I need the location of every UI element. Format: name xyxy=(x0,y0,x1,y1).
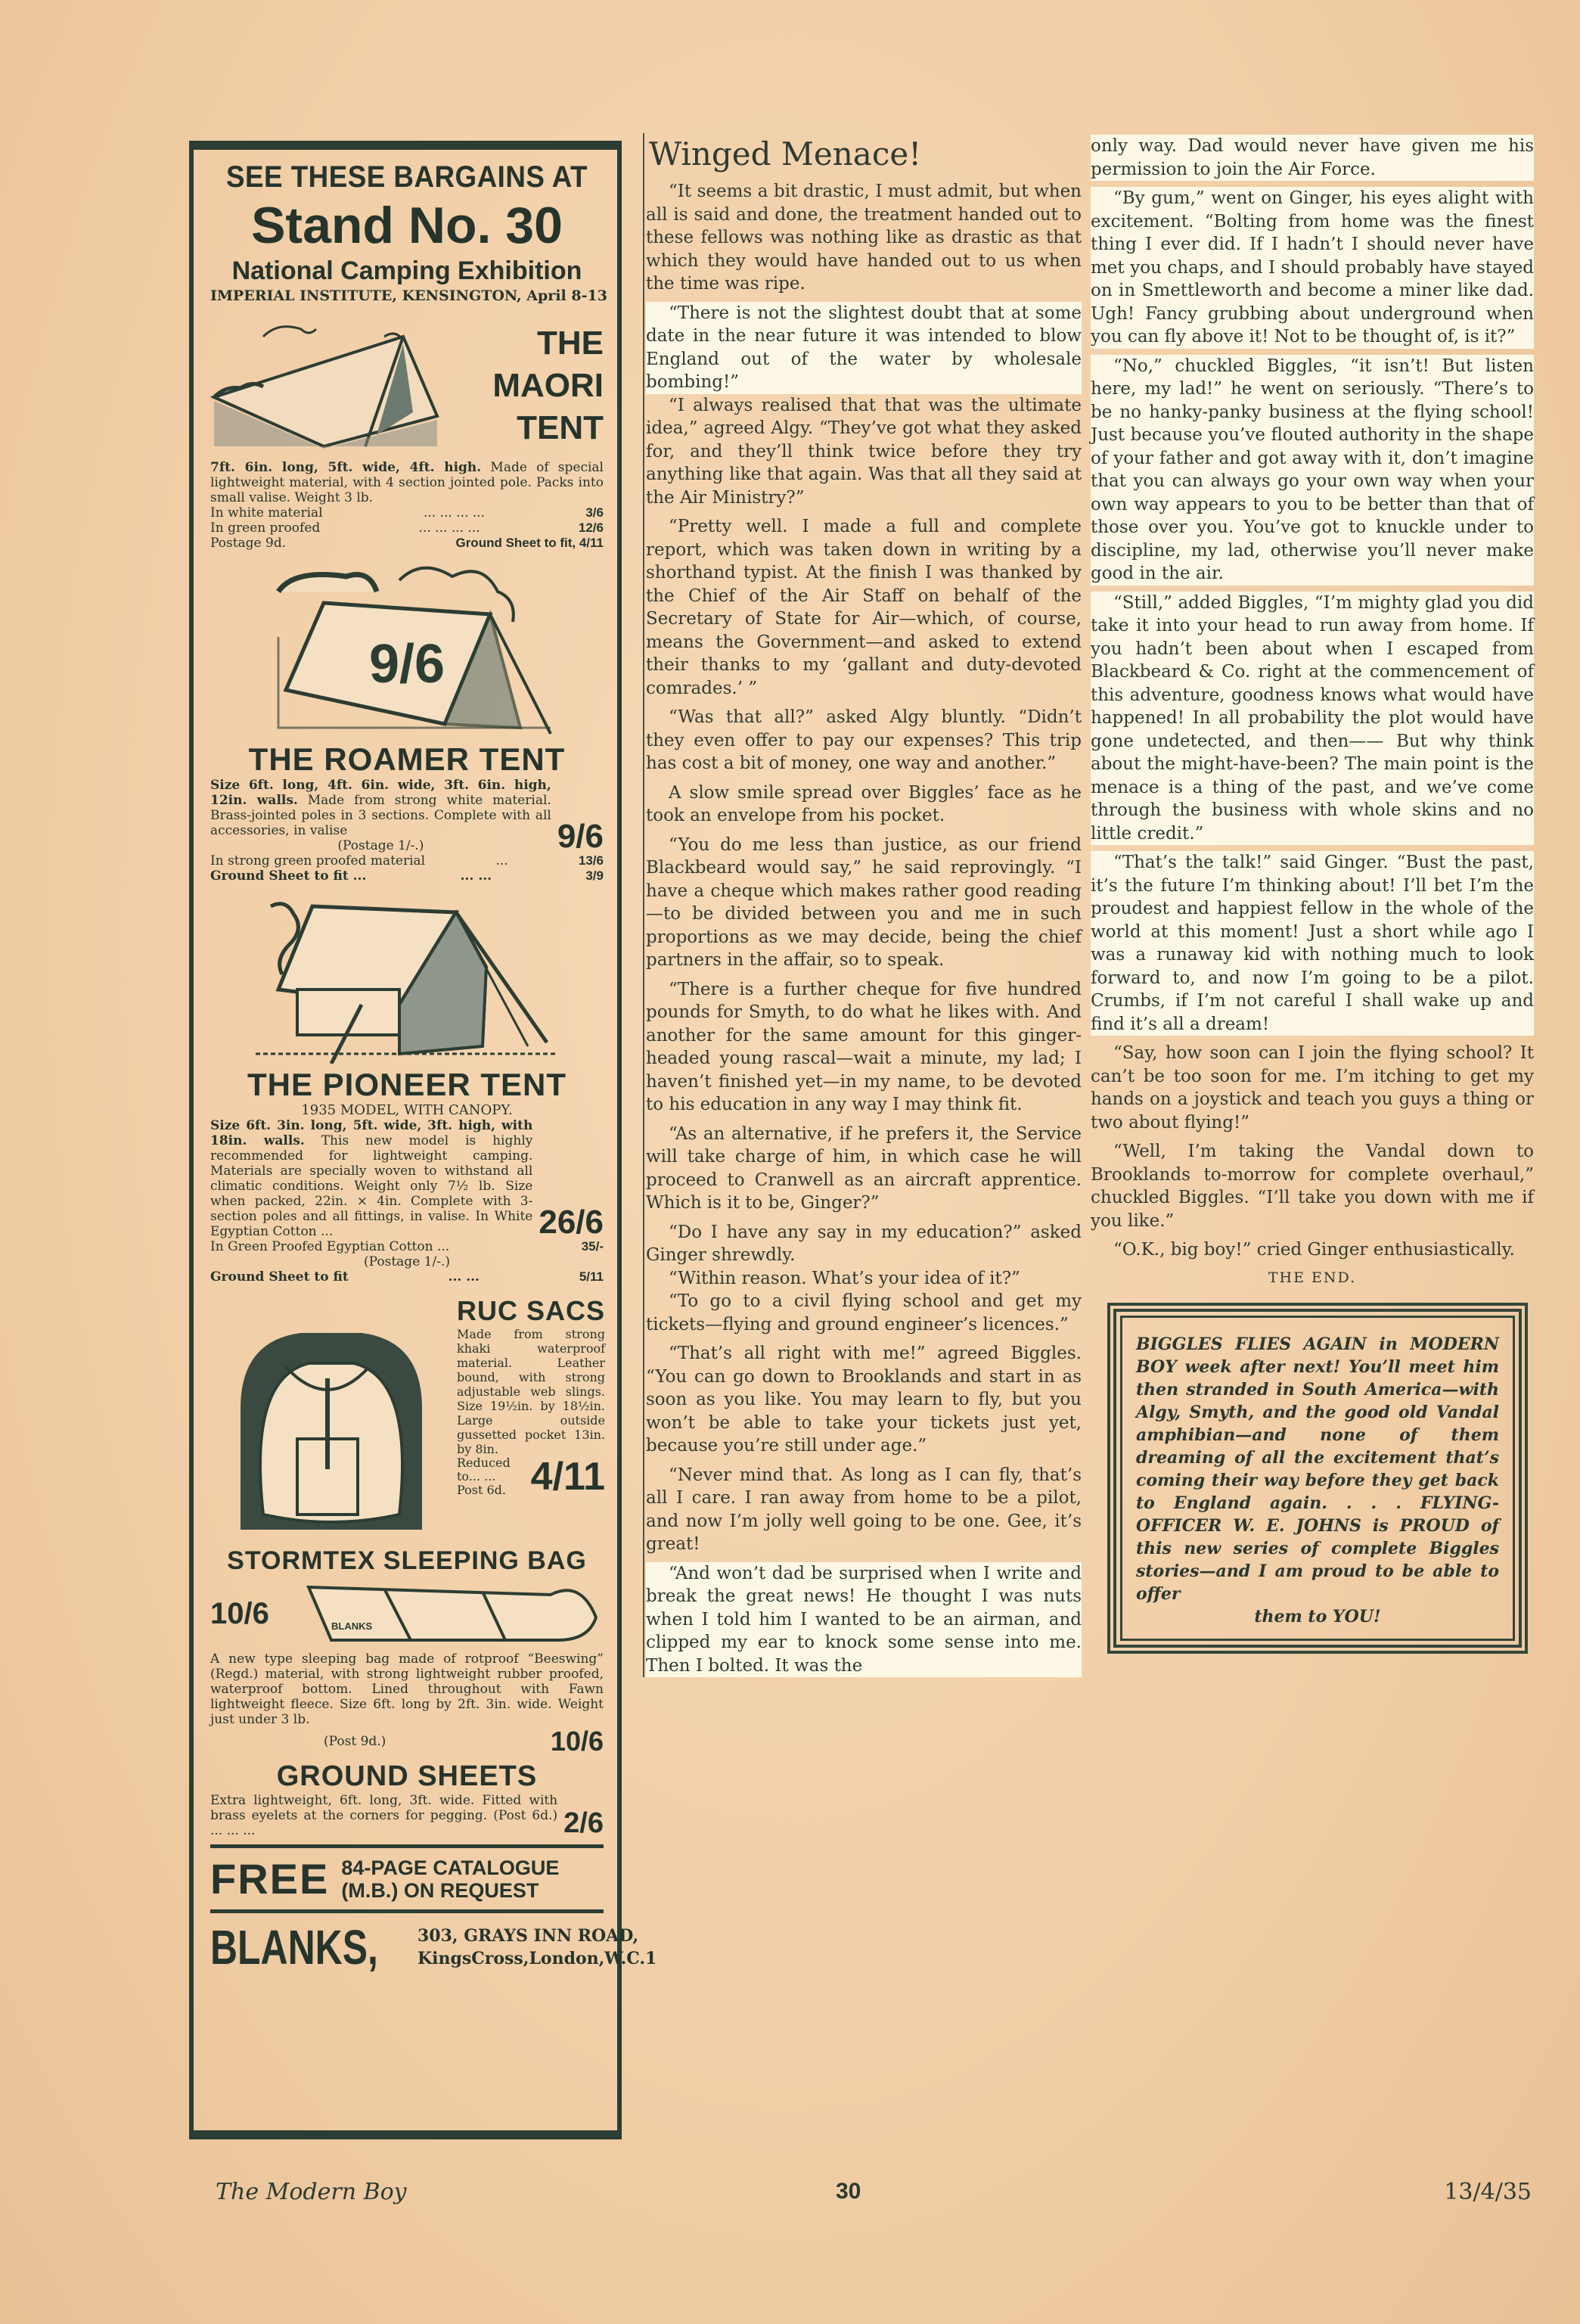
ruc-sacs-reduced xyxy=(457,1456,528,1497)
roamer-green-row xyxy=(210,853,604,868)
magazine-name: The Modern Boy xyxy=(216,2179,407,2205)
maori-spec-dimensions: 7ft. 6in. long, 5ft. wide, 4ft. high. xyxy=(210,460,482,475)
sleeping-bag-image-row xyxy=(210,1576,604,1651)
catalogue-line: (M.B.) ON REQUEST xyxy=(341,1878,539,1902)
free-catalogue xyxy=(210,1854,604,1903)
pioneer-tent-title: THE PIONEER TENT xyxy=(247,1067,567,1102)
ruc-sacs-reduced-label: Reduced to... ... xyxy=(457,1456,511,1484)
pioneer-subtitle: 1935 MODEL, WITH CANOPY. xyxy=(301,1102,513,1118)
pioneer-ground-row xyxy=(210,1269,604,1285)
maori-title-line: TENT xyxy=(517,409,604,446)
roamer-postage: (Postage 1/-.) xyxy=(337,838,424,853)
issue-date: 13/4/35 xyxy=(1444,2179,1532,2205)
company-address xyxy=(210,1919,657,1975)
price-dots: ... ... ... ... xyxy=(418,520,480,536)
story-paragraph: “Pretty well. I made a full and complete report, which was taken down in writing by a shorthand typist. At the finish I was thanked by the Chief of the Air Staff on behalf of the Secretary of State for Air—which, of course, means the Government—and asked to extend their thanks to my ‘gallant and duty-devoted comrades.’ ” xyxy=(646,517,1082,698)
roamer-price: 9/6 xyxy=(557,818,604,855)
sleeping-bag-description: A new type sleeping bag made of rotproof “Beeswing” (Regd.) material, with strong lightweight rubber proofed, waterproof bottom. Lined throughout with Fawn lightweight fleece. Size 6ft. long by 2ft. 3in. wide. Weight just under 3 lb. xyxy=(210,1651,604,1727)
price-value: 3/6 xyxy=(585,505,604,520)
pioneer-postage: (Postage 1/-.) xyxy=(364,1254,450,1269)
story-column-right xyxy=(1091,135,1534,1654)
pioneer-price: 26/6 xyxy=(539,1204,604,1241)
roamer-spec-details: Made from strong white material. Brass-jointed poles in 3 sections. Complete with all accessories, in valise xyxy=(210,793,551,838)
story-paragraph: “Still,” added Biggles, “I’m mighty glad you did take it into your head to run away from home. If you hadn’t been about when I escaped from Blackbeard & Co. right at the commencement of this adventure, goodness knows what would have happened! In all probability the plot would have gone undetected, and then—— But why think about the might-have-been? The main point is the menace is a thing of the past, and we’ve come through the business with whole skins and no little credit.” xyxy=(1091,592,1534,846)
next-week-promo-box xyxy=(1107,1303,1528,1654)
sleeping-bag-post: (Post 9d.) xyxy=(324,1734,386,1749)
maori-spec-details: Made of special lightweight material, with 4 section jointed pole. Packs into small valise. Weight 3 lb. xyxy=(210,460,604,505)
story-paragraph: “Do I have any say in my education?” asked Ginger shrewdly. xyxy=(646,1222,1082,1265)
ruc-sacs-title: RUC SACS xyxy=(457,1295,606,1326)
maori-title-line: THE xyxy=(537,325,604,362)
price-label: In green proofed xyxy=(210,520,321,536)
story-paragraph: A slow smile spread over Biggles’ face as he took an envelope from his pocket. xyxy=(646,782,1082,825)
story-paragraph: “Was that all?” asked Algy bluntly. “Didn’t they even offer to pay our expenses? This trip has cost a bit of money, one way and another.” xyxy=(646,707,1082,773)
story-paragraph: only way. Dad would never have given me his permission to join the Air Force. xyxy=(1091,135,1534,181)
divider xyxy=(210,1909,604,1913)
story-title: Winged Menace! xyxy=(649,135,922,172)
story-paragraph: “To go to a civil flying school and get my tickets—flying and ground engineer’s licences.” xyxy=(646,1291,1082,1334)
advert-header-venue: IMPERIAL INSTITUTE, KENSINGTON, April 8-13 xyxy=(210,287,607,304)
pioneer-green-row xyxy=(210,1239,604,1254)
price-label: In white material xyxy=(210,505,323,520)
story-paragraph: “As an alternative, if he prefers it, the Service will take charge of him, in which case he will proceed to Cranwell as an aircraft apprentice. Which is it to be, Ginger?” xyxy=(646,1123,1082,1213)
page-number: 30 xyxy=(836,2179,861,2204)
roamer-tent-illustration-wrap xyxy=(210,561,604,741)
pioneer-tent-illustration xyxy=(248,891,566,1064)
address-line: 303, GRAYS INN ROAD, xyxy=(418,1926,639,1946)
pioneer-spec-dimensions: Size 6ft. 3in. long, 5ft. wide, 3ft. high, with 18in. walls. xyxy=(210,1118,533,1148)
address-line: KingsCross,London,W.C.1 xyxy=(418,1949,657,1968)
story-paragraph: “No,” chuckled Biggles, “it isn’t! But listen here, my lad!” he went on seriously. “There’s to be no hanky-panky business at the flying school! Just because you’ve flouted authority in the shape of your father and got away with it, don’t imagine that you can always go your own way when your own way appears to you to be better than that of those over you. You’ve got to knuckle under to discipline, my lad, otherwise you’ll never make good in the air. xyxy=(1091,355,1534,586)
pioneer-tent-spec xyxy=(210,1118,532,1239)
advert-header-exhibition: National Camping Exhibition xyxy=(231,256,582,285)
company-address-lines xyxy=(418,1925,657,1970)
roamer-ground-row xyxy=(210,868,604,884)
price-dots: ... ... xyxy=(448,1269,480,1285)
ruc-sacs-section xyxy=(210,1295,604,1543)
story-paragraph: “Say, how soon can I join the flying school? It can’t be too soon for me. I’m itching to get my hands on a joystick and teach you guys a thing or two about flying!” xyxy=(1091,1043,1534,1132)
camping-advert xyxy=(189,141,657,2139)
story-paragraph: “That’s all right with me!” agreed Biggles. “You can go down to Brooklands and start in as soon as you like. You may learn to fly, but you won’t be able to take your tickets just yet, because you’re still under age.” xyxy=(646,1344,1082,1456)
ground-sheets-description: Extra lightweight, 6ft. long, 3ft. wide. Fitted with brass eyelets at the corners for pegging. (Post 6d.) ... ... ... xyxy=(210,1793,558,1838)
story-paragraph: “I always realised that that was the ultimate idea,” agreed Algy. “They’ve got what they asked for, and they’ll think twice before they try anything like that again. Was that all they said at the Air Ministry?” xyxy=(646,395,1082,508)
story-paragraph: “There is not the slightest doubt that at some date in the near future it was intended to blow England out of the water by wholesale bombing!” xyxy=(646,302,1082,394)
maori-tent-illustration xyxy=(210,314,460,458)
price-dots: ... xyxy=(495,853,508,868)
price-value: 5/11 xyxy=(579,1269,604,1284)
sleeping-bag-label: BLANKS xyxy=(331,1620,373,1632)
sleeping-bag-image-price: 10/6 xyxy=(210,1597,269,1630)
story-paragraph: “Never mind that. As long as I can fly, that’s all I care. I ran away from home to be a pilot, and now I’m jolly well going to be one. Gee, it’s great! xyxy=(646,1465,1082,1554)
advert-header-stand: Stand No. 30 xyxy=(251,197,563,254)
story-paragraph: “There is a further cheque for five hundred pounds for Smyth, to do what he likes with. And another for the same amount for this ginger-headed young rascal—wait a minute, my lad; I haven’t finished yet—in my name, to be devoted to his education in any way I may think fit. xyxy=(646,979,1082,1114)
ruc-sacs-text xyxy=(452,1295,605,1497)
advert-header-bargains: SEE THESE BARGAINS AT xyxy=(226,160,588,194)
pioneer-tent-illustration-wrap xyxy=(210,891,604,1067)
maori-postage: Postage 9d. xyxy=(210,536,287,551)
ruc-sacs-description: Made from strong khaki waterproof material. Leather bound, with strong adjustable web slings. Size 19½in. by 18½in. Large outside gussetted pocket 13in. by 8in. xyxy=(457,1327,606,1456)
promo-text: BIGGLES FLIES AGAIN in MODERN BOY week after next! You’ll meet him then stranded in South America—with Algy, Smyth, and the good old Vandal amphibian—and none of them dreaming of all the excitement that’s coming their way before they get back to England again. . . . FLYING-OFFICER W. E. JOHNS is PROUD of this new series of complete Biggles stories—and I am proud to be able to offer xyxy=(1136,1334,1499,1604)
price-value: 12/6 xyxy=(578,520,604,535)
maori-ground-sheet: Ground Sheet to fit, 4/11 xyxy=(455,536,604,550)
roamer-tent-illustration xyxy=(248,561,566,737)
maori-postage-row xyxy=(210,536,604,551)
ruc-sacs-price: 4/11 xyxy=(530,1455,606,1499)
the-end-label: THE END. xyxy=(1268,1269,1357,1286)
catalogue-text xyxy=(341,1856,559,1902)
ruc-sac-illustration xyxy=(210,1295,452,1537)
price-label: Ground Sheet to fit ... xyxy=(210,868,367,884)
ruc-sacs-post: Post 6d. xyxy=(457,1483,506,1497)
price-value: 35/- xyxy=(581,1239,604,1254)
story-paragraph: “You do me less than justice, as our friend Blackbeard would say,” he said reprovingly. “I have a cheque which makes rather good reading—to be divided between you and me in such proportions as we may decide, being the chief partners in the affair, so to speak. xyxy=(646,834,1082,970)
story-paragraph: “It seems a bit drastic, I must admit, but when all is said and done, the treatment handed out to these fellows was nothing like as drastic as that which they would have handed out to us when the time was ripe. xyxy=(646,182,1082,294)
page-footer xyxy=(216,2179,1539,2209)
story-paragraph: “Within reason. What’s your idea of it?” xyxy=(669,1268,1020,1288)
promo-last-line: them to YOU! xyxy=(1254,1607,1381,1626)
maori-tent-title xyxy=(460,322,604,449)
catalogue-line: 84-PAGE CATALOGUE xyxy=(341,1856,560,1879)
roamer-image-price: 9/6 xyxy=(369,634,445,694)
ground-sheets-price: 2/6 xyxy=(563,1807,604,1839)
story-paragraph: “O.K., big boy!” cried Ginger enthusiastically. xyxy=(1113,1240,1515,1260)
story-paragraph: “That’s the talk!” said Ginger. “Bust the past, it’s the future I’m thinking about! I’ll bet I’m the proudest and happiest fellow in the whole of the world at this moment! Just a short while ago I was a runaway kid with nothing much to look forward to, and now I’m going to be a pilot. Crumbs, if I’m not careful I shall wake up and find it’s all a dream! xyxy=(1091,851,1534,1036)
pioneer-spec-row xyxy=(210,1118,604,1239)
maori-title-line: MAORI xyxy=(492,367,604,404)
roamer-tent-title: THE ROAMER TENT xyxy=(248,741,566,777)
price-value: 13/6 xyxy=(578,853,604,868)
company-name: BLANKS, xyxy=(210,1920,378,1974)
story-column-middle xyxy=(643,133,1082,1677)
pioneer-spec-details: This new model is highly recommended for lightweight camping. Materials are specially woven to withstand all climatic conditions. Weight only 7½ lb. Size when packed, 22in. × 4in. Complete with 3-section poles and all fittings, in valise. In White Egyptian Cotton ... xyxy=(210,1133,533,1239)
sleeping-bag-price-row xyxy=(210,1727,604,1756)
roamer-spec-row xyxy=(210,778,604,853)
ruc-sacs-price-row xyxy=(457,1456,605,1497)
ground-sheets-row xyxy=(210,1793,604,1838)
roamer-tent-spec xyxy=(210,778,551,853)
divider xyxy=(210,1844,604,1848)
ground-sheets-title: GROUND SHEETS xyxy=(276,1760,538,1792)
price-label: In strong green proofed material xyxy=(210,853,426,868)
story-paragraph: “By gum,” went on Ginger, his eyes alight with excitement. “Bolting from home was the finest thing I ever did. If I hadn’t I should never have met you chaps, and I should probably have stayed on in Smettleworth and become a miner like dad. Ugh! Fancy grubbing about underground when you can fly above it! Not to be thought of, is it?” xyxy=(1091,187,1534,349)
maori-price-white xyxy=(210,505,604,520)
price-value: 3/9 xyxy=(585,868,604,883)
story-paragraph: “And won’t dad be surprised when I write and break the great news! He thought I was nuts when I told him I wanted to be an airman, and clipped my ear to knock some sense into me. Then I bolted. It was the xyxy=(646,1562,1082,1678)
price-label: In Green Proofed Egyptian Cotton ... xyxy=(210,1239,450,1254)
sleeping-bag-price: 10/6 xyxy=(550,1726,604,1757)
roamer-spec-dimensions: Size 6ft. long, 4ft. 6in. wide, 3ft. 6in. high, 12in. walls. xyxy=(210,778,551,808)
free-label: FREE xyxy=(210,1855,330,1903)
maori-price-green xyxy=(210,520,604,536)
price-label: Ground Sheet to fit xyxy=(210,1269,349,1285)
sleeping-bag-illustration xyxy=(301,1580,604,1648)
price-dots: ... ... ... ... xyxy=(423,505,485,520)
maori-tent-section xyxy=(210,312,604,460)
story-paragraph: “Well, I’m taking the Vandal down to Brooklands to-morrow for complete overhaul,” chuckled Biggles. “I’ll take you down with me if you like.” xyxy=(1091,1142,1534,1231)
sleeping-bag-title: STORMTEX SLEEPING BAG xyxy=(227,1546,587,1575)
price-dots: ... ... xyxy=(460,868,492,884)
maori-tent-spec xyxy=(210,460,604,505)
